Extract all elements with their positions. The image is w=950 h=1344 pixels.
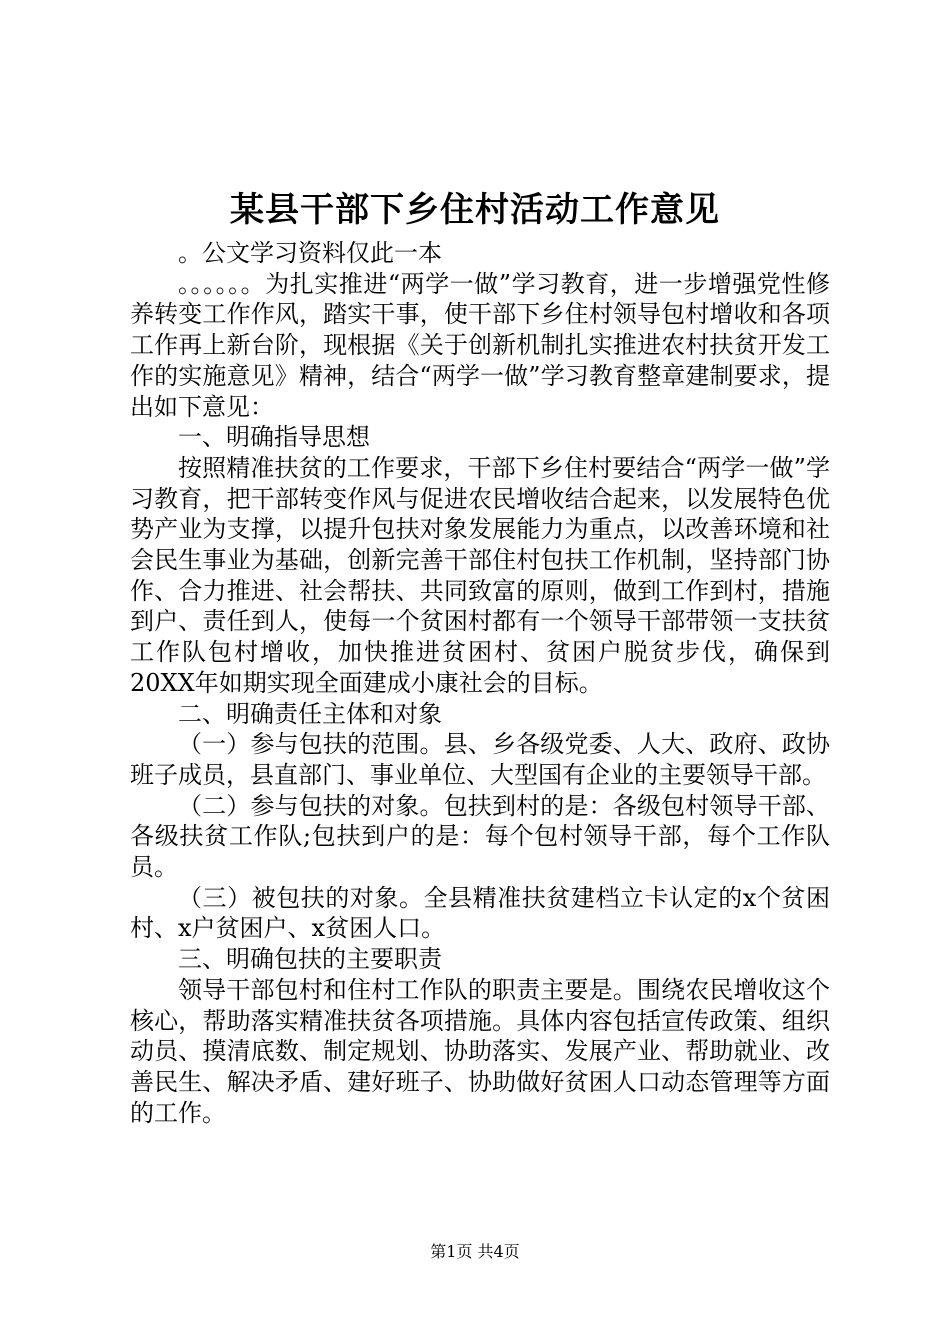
section-heading-1: 一、明确指导思想: [178, 423, 370, 452]
paragraph-participants: （二）参与包扶的对象。包扶到村的是：各级包村领导干部、各级扶贫工作队;包扶到户的是：每个包村领导干部，每个工作队员。: [130, 791, 830, 882]
document-body: [130, 238, 830, 1128]
document-title: 某县干部下乡住村活动工作意见: [230, 190, 720, 230]
paragraph-scope: （一）参与包扶的范围。县、乡各级党委、人大、政府、政协班子成员，县直部门、事业单位、大型国有企业的主要领导干部。: [130, 730, 830, 789]
paragraph-duties: 领导干部包村和住村工作队的职责主要是。围绕农民增收这个核心，帮助落实精准扶贫各项措施。具体内容包括宣传政策、组织动员、摸清底数、制定规划、协助落实、发展产业、帮助就业、改善民生、解决矛盾、建好班子、协助做好贫困人口动态管理等方面的工作。: [130, 975, 830, 1127]
paragraph-intro: 。。。。。。为扎实推进“两学一做”学习教育，进一步增强党性修养转变工作作风，踏实干事，使干部下乡住村领导包村增收和各项工作再上新台阶，现根据《关于创新机制扎实推进农村扶贫开发工作的实施意见》精神，结合“两学一做”学习教育整章建制要求，提出如下意见：: [130, 269, 830, 421]
paragraph-targets: （三）被包扶的对象。全县精准扶贫建档立卡认定的x个贫困村、x户贫困户、x贫困人口。: [130, 883, 830, 943]
section-heading-2: 二、明确责任主体和对象: [178, 699, 442, 728]
page-footer: 第1页 共4页: [430, 1242, 520, 1261]
paragraph-guiding-thought: 按照精准扶贫的工作要求，干部下乡住村要结合“两学一做”学习教育，把干部转变作风与促进农民增收结合起来，以发展特色优势产业为支撑，以提升包扶对象发展能力为重点，以改善环境和社会民生事业为基础，创新完善干部住村包扶工作机制，坚持部门协作、合力推进、社会帮扶、共同致富的原则，做到工作到村，措施到户、责任到人，使每一个贫困村都有一个领导干部带领一支扶贫工作队包村增收，加快推进贫困村、贫困户脱贫步伐，确保到20XX年如期实现全面建成小康社会的目标。: [130, 453, 830, 697]
paragraph-note: 。公文学习资料仅此一本: [178, 239, 442, 267]
section-heading-3: 三、明确包扶的主要职责: [178, 945, 442, 974]
